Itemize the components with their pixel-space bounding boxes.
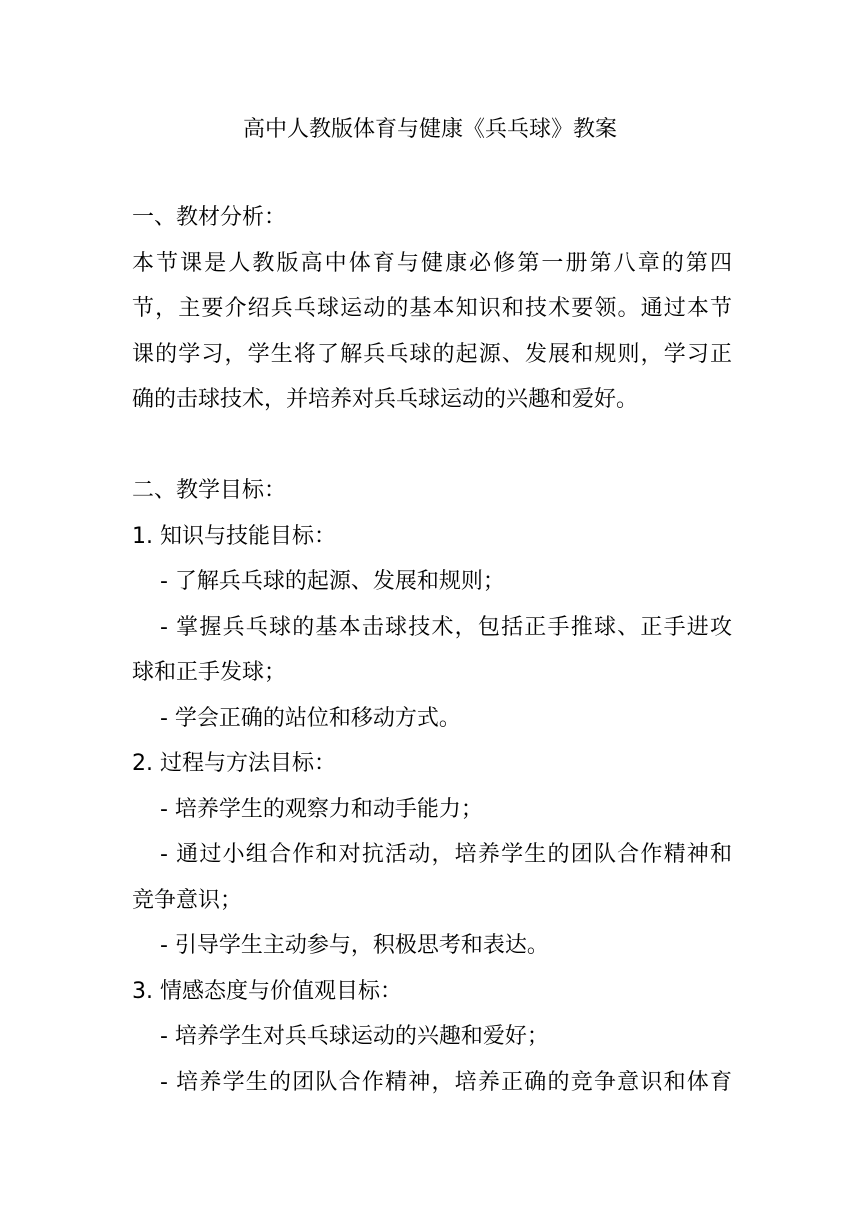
objective-item: - 引导学生主动参与，积极思考和表达。: [160, 933, 549, 958]
objective-heading-knowledge: 1. 知识与技能目标：: [132, 523, 336, 549]
objective-item: - 了解兵乓球的起源、发展和规则；: [160, 569, 505, 594]
objective-item: - 培养学生对兵乓球运动的兴趣和爱好；: [160, 1024, 549, 1049]
objective-item-continued: 球和正手发球；: [132, 660, 287, 685]
objective-item: - 掌握兵乓球的基本击球技术，包括正手推球、正手进攻: [160, 614, 732, 640]
objective-item: - 培养学生的观察力和动手能力；: [160, 796, 483, 822]
blank-line: [132, 423, 732, 469]
analysis-paragraph-line: 节，主要介绍兵乓球运动的基本知识和技术要领。通过本节: [132, 296, 732, 321]
section-heading-objectives: 二、教学目标：: [132, 478, 287, 503]
objective-item: - 通过小组合作和对抗活动，培养学生的团队合作精神和: [160, 842, 732, 867]
objective-item: - 学会正确的站位和移动方式。: [160, 705, 461, 731]
objective-item: - 培养学生的团队合作精神，培养正确的竞争意识和体育: [160, 1069, 732, 1095]
document-title: 高中人教版体育与健康《兵乓球》教案: [242, 117, 617, 142]
analysis-paragraph-line: 本节课是人教版高中体育与健康必修第一册第八章的第四: [132, 250, 732, 276]
objective-heading-emotion: 3. 情感态度与价值观目标：: [132, 978, 402, 1004]
objective-heading-process: 2. 过程与方法目标：: [132, 751, 336, 776]
analysis-paragraph-line: 确的击球技术，并培养对兵乓球运动的兴趣和爱好。: [132, 387, 639, 412]
analysis-paragraph-line: 课的学习，学生将了解兵乓球的起源、发展和规则，学习正: [132, 341, 732, 367]
document-body: [132, 195, 732, 1105]
section-heading-analysis: 一、教材分析：: [132, 205, 287, 230]
objective-item-continued: 竞争意识；: [132, 887, 243, 913]
